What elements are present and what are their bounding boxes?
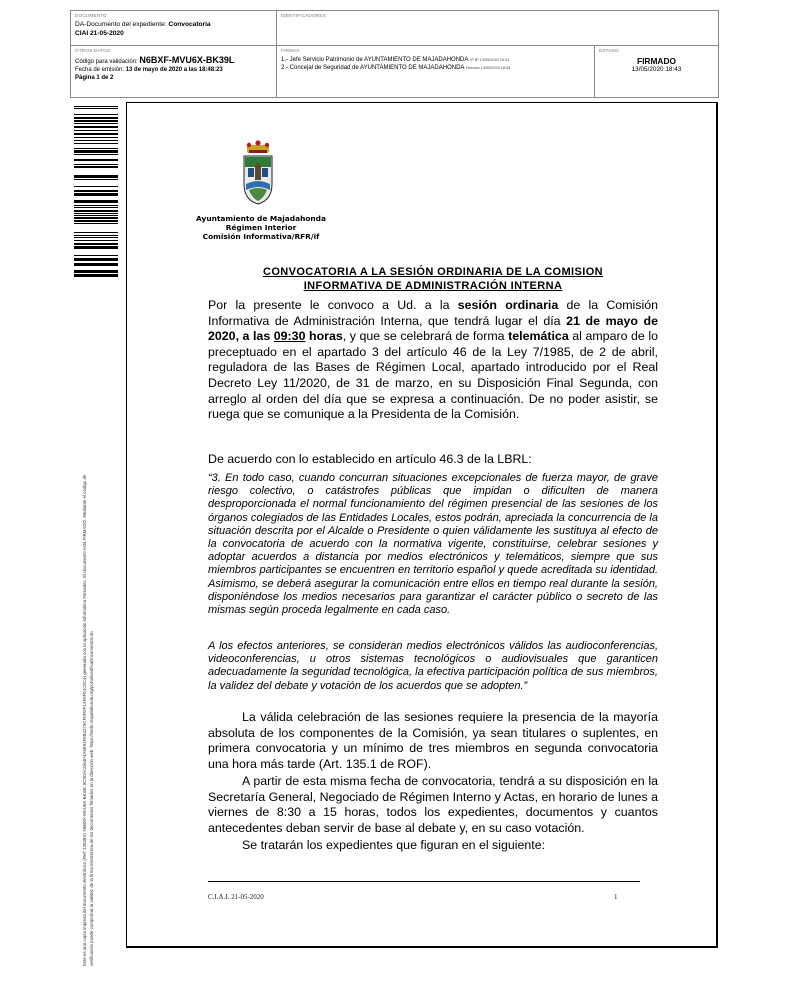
title-line-1: CONVOCATORIA A LA SESIÓN ORDINARIA DE LA COMISION bbox=[262, 266, 604, 278]
documento-value: Convocatoria bbox=[168, 21, 211, 28]
para1-date: 21 de mayo de 2020, a las bbox=[208, 313, 658, 344]
firma-1-status: Vº Bº 13/05/2020 16:31 bbox=[469, 58, 510, 62]
documento-cell bbox=[71, 11, 277, 46]
documento-code: CIAI 21-05-2020 bbox=[75, 29, 124, 37]
estado-caption: ESTADO bbox=[599, 48, 619, 53]
para1-text-2: de la Comisión Informativa de Administración Interna, que tendrá lugar el día bbox=[208, 298, 658, 328]
firmas-cell bbox=[277, 46, 595, 97]
firma-1: 1.- Jefe Servicio Patrimonio de AYUNTAMIENTO DE MAJADAHONDA bbox=[281, 57, 469, 63]
side-text-line-1: Este es una copia impresa del documento electrónico (Ref: 1253591 N6BXF-MVU6X-BK39L 8C9DACD64F4A6E91F6B4279CF0FDF1AF6F01C0C4) generada con la aplicación informática Firmadoc. El documento está FIRMADO. Mediante el código de bbox=[82, 474, 87, 966]
para1-text-3: , y que se celebrará de forma bbox=[342, 329, 509, 344]
firma-2: 2.- Concejal de Seguridad de AYUNTAMIENTO DE MAJADAHONDA bbox=[281, 65, 465, 71]
validation-code[interactable]: N6BXF-MVU6X-BK39L bbox=[139, 55, 235, 65]
para1-session-type: sesión ordinaria bbox=[457, 298, 559, 312]
quote-article-46-3: “3. En todo caso, cuando concurran situaciones excepcionales de fuerza mayor, de grave riesgo colectivo, o catástrofes públicas que impidan o dificulten de manera desproporcionada el normal funcionamiento del régimen presencial de las sesiones de los órganos colegiados de las Entidades Locales, estos podrán, apreciada la concurrencia de la situación descrita por el Alcalde o Presidente o quien válidamente les sustituya al efecto de la convocatoria de acuerdo con la normativa vigente, constituirse, celebrar sesiones y adoptar acuerdos a distancia por medios electrónicos y telemáticos, siempre que sus miembros participantes se encuentren en territorio español y quede acreditada su identidad. Asimismo, se deberá asegurar la comunicación entre ellos en tiempo real durante la sesión, disponiéndose los medios necesarios para garantizar el carácter público o secreto de las mismas según proceda legalmente en cada caso. bbox=[208, 472, 658, 617]
org-line-2: Régimen Interior bbox=[225, 223, 297, 233]
para1-time: 09:30 bbox=[273, 329, 306, 344]
estado-value: FIRMADO bbox=[636, 56, 677, 66]
paragraph-legal-basis: De acuerdo con lo establecido en artículo 46.3 de la LBRL: bbox=[208, 452, 532, 466]
page-count: Página 1 de 2 bbox=[75, 75, 114, 81]
org-line-1: Ayuntamiento de Majadahonda bbox=[196, 214, 326, 223]
title-line-2: INFORMATIVA DE ADMINISTRACIÓN INTERNA bbox=[303, 279, 563, 292]
estado-date: 13/05/2020 18:43 bbox=[631, 66, 682, 73]
paragraph-convocation bbox=[208, 298, 658, 423]
barcode bbox=[74, 106, 118, 280]
paragraph-documents-availability: A partir de esta misma fecha de convocatoria, tendrá a su disposición en la Secretaría General, Negociado de Régimen Interno y Actas, en horario de lunes a viernes de 8:30 a 15 horas, todos los expedientes, documentos y cuantos antecedentes deban servir de base al debate y, en su caso votación. bbox=[208, 774, 658, 835]
paragraph-agenda-intro: Se tratarán los expedientes que figuran en el siguiente: bbox=[242, 838, 546, 852]
paragraph-quorum: La válida celebración de las sesiones requiere la presencia de la mayoría absoluta de los componentes de la Comisión, ya sean titulares o suplentes, en primera convocatoria y un mínimo de tres miembros en segunda convocatoria una hora más tarde (Art. 135.1 de ROF). bbox=[208, 710, 658, 771]
emission-label: Fecha de emisión: bbox=[75, 67, 126, 73]
footer-divider bbox=[208, 881, 640, 882]
emission-date: 13 de mayo de 2020 a las 18:48:23 bbox=[125, 67, 223, 73]
identificadores-cell bbox=[277, 11, 718, 46]
estado-cell bbox=[595, 46, 718, 97]
otros-datos-cell bbox=[71, 46, 277, 97]
footer-reference: C.I.A.I. 21-05-2020 bbox=[208, 893, 264, 901]
footer-page-number: 1 bbox=[614, 893, 618, 901]
para1-text-4: al amparo de lo preceptuado en el apartado 3 del artículo 46 de la Ley 7/1985, de 2 de abril, reguladora de las Bases de Régimen Local, apartado introducido por el Real Decreto Ley 11/2020, de 31 de marzo, en su Disposición Final Segunda, con arreglo al orden del día que se expresa a continuación. De no poder asistir, se ruega que se comunique a la Presidenta de la Comisión. bbox=[208, 329, 659, 422]
issuing-office bbox=[188, 214, 334, 242]
quote-electronic-means: A los efectos anteriores, se consideran medios electrónicos válidos las audioconferencias, videoconferencias, u otros sistemas tecnológicos o audiovisuales que garanticen adecuadamente la seguridad tecnológica, la efectiva participación política de sus miembros, la validez del debate y votación de los acuerdos que se adopten.” bbox=[208, 640, 658, 692]
firmas-caption: FIRMAS bbox=[281, 48, 300, 53]
coat-of-arms-icon bbox=[240, 140, 276, 206]
para1-horas: horas bbox=[305, 329, 343, 344]
para1-modality: telemática bbox=[508, 329, 569, 344]
documento-caption: DOCUMENTO bbox=[75, 13, 107, 18]
para1-text-1: Por la presente le convoco a Ud. a la bbox=[208, 298, 458, 312]
document-metadata-table bbox=[70, 10, 719, 98]
verification-side-text bbox=[82, 266, 95, 966]
firma-2-status: Firmado 13/05/2020 18:43 bbox=[465, 66, 511, 70]
side-text-line-2: verificación puede comprobar la validez de la firma electrónica de los documentos firmados en la dirección web: https://sede.majadahonda.org/portal/verificaDocumentos.do bbox=[88, 631, 94, 966]
otros-datos-caption: OTROS DATOS bbox=[75, 48, 111, 53]
documento-label: DA-Documento del expediente: bbox=[75, 21, 169, 28]
validation-label: Código para validación: bbox=[75, 59, 140, 65]
document-title bbox=[208, 266, 658, 293]
org-line-3: Comisión Informativa/RFR/if bbox=[202, 232, 320, 242]
identificadores-caption: IDENTIFICADORES bbox=[281, 13, 326, 18]
